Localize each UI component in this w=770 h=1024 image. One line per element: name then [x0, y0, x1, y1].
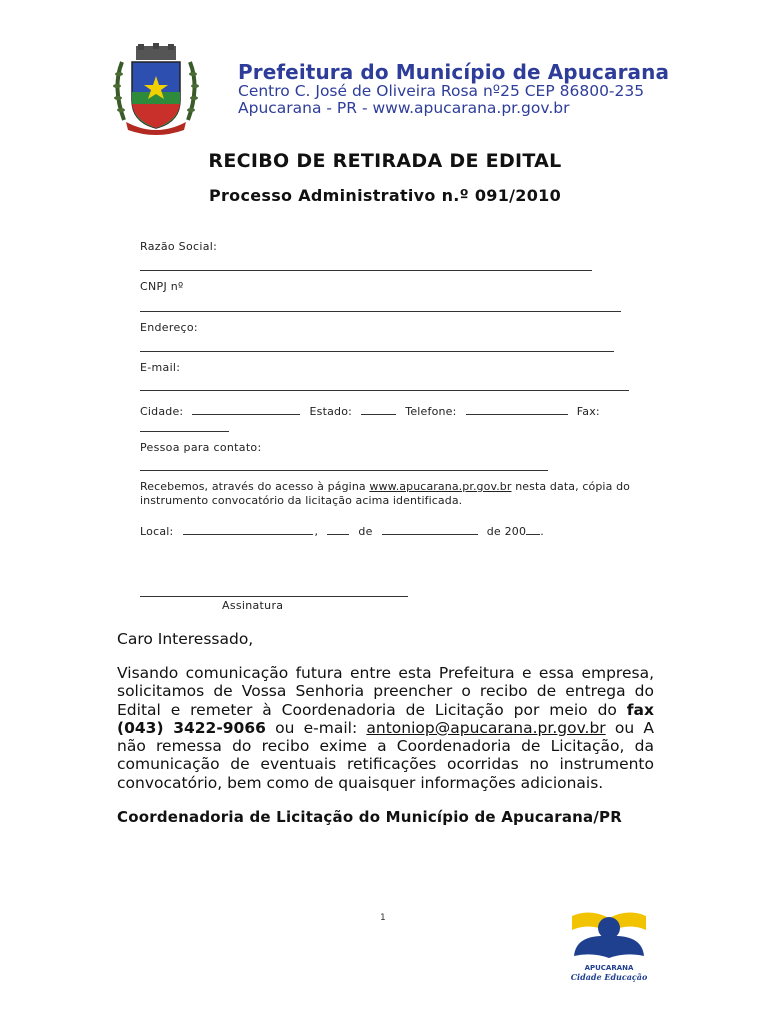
- de-label-2: de 200: [486, 525, 527, 538]
- telefone-line[interactable]: [466, 405, 568, 415]
- receipt-text-end: nesta data, cópia do instrumento convocatório da licitação acima identificada.: [140, 480, 630, 507]
- email-line[interactable]: [140, 390, 629, 391]
- cidade-line[interactable]: [192, 405, 300, 415]
- sign-off: Coordenadoria de Licitação do Município de Apucarana/PR: [117, 808, 622, 826]
- organization-address: Centro C. José de Oliveira Rosa nº25 CEP 86800-235: [238, 82, 645, 100]
- month-line[interactable]: [382, 525, 478, 535]
- organization-city-site: Apucarana - PR - www.apucarana.pr.gov.br: [238, 99, 570, 117]
- local-date-row: Local: , de de 200 .: [140, 525, 544, 538]
- email-label: E-mail:: [140, 361, 181, 374]
- day-line[interactable]: [327, 525, 349, 535]
- razao-social-line[interactable]: [140, 270, 592, 271]
- endereco-line[interactable]: [140, 351, 614, 352]
- instructions-paragraph: [117, 664, 654, 792]
- de-label-1: de: [358, 525, 373, 538]
- fax-number: fax (043) 3422-9066: [117, 700, 654, 737]
- paragraph-part-3: ou A não remessa do recibo exime a Coordenadoria de Licitação, da comunicação de eventuais retificações ocorridas no instrumento convocatório, bem como de quaisquer informações adicionais.: [117, 718, 654, 792]
- logo-text-cidade-educacao: Cidade Educação: [570, 972, 648, 982]
- page-number: 1: [380, 913, 386, 923]
- estado-line[interactable]: [361, 405, 396, 415]
- paragraph-part-1: Visando comunicação futura entre esta Prefeitura e essa empresa, solicitamos de Vossa Senhoria preencher o recibo de entrega do Edital e remeter à Coordenadoria de Licitação por meio do: [117, 664, 654, 719]
- local-line[interactable]: [183, 525, 313, 535]
- website-link[interactable]: www.apucarana.pr.gov.br: [369, 480, 512, 493]
- receipt-text-start: Recebemos, através do acesso à página: [140, 480, 366, 493]
- endereco-label: Endereço:: [140, 321, 198, 334]
- contact-details-row: [140, 400, 600, 419]
- telefone-label: Telefone:: [405, 405, 457, 418]
- signature-label: Assinatura: [222, 599, 284, 612]
- cnpj-line[interactable]: [140, 311, 621, 312]
- logo-text-apucarana: APUCARANA: [584, 964, 634, 972]
- year-line[interactable]: [526, 525, 540, 535]
- local-label: Local:: [140, 525, 174, 538]
- paragraph-part-2: ou e-mail:: [275, 718, 358, 737]
- cidade-label: Cidade:: [140, 405, 184, 418]
- coat-of-arms-icon: [108, 42, 204, 136]
- document-title: RECIBO DE RETIRADA DE EDITAL: [208, 150, 562, 172]
- pessoa-contato-line[interactable]: [140, 470, 548, 471]
- education-logo-icon: [566, 908, 652, 984]
- estado-label: Estado:: [309, 405, 353, 418]
- receipt-statement: [140, 480, 630, 508]
- email-link[interactable]: antoniop@apucarana.pr.gov.br: [366, 718, 606, 737]
- greeting: Caro Interessado,: [117, 630, 254, 648]
- signature-line[interactable]: [140, 596, 408, 597]
- municipal-coat-of-arms: [108, 42, 204, 136]
- cnpj-label: CNPJ nº: [140, 280, 184, 293]
- fax-line[interactable]: [140, 431, 229, 432]
- fax-label: Fax:: [576, 405, 600, 418]
- razao-social-label: Razão Social:: [140, 240, 218, 253]
- document-subtitle: Processo Administrativo n.º 091/2010: [208, 186, 562, 205]
- pessoa-contato-label: Pessoa para contato:: [140, 441, 262, 454]
- apucarana-education-logo: [566, 908, 652, 984]
- organization-name: Prefeitura do Município de Apucarana: [238, 60, 670, 84]
